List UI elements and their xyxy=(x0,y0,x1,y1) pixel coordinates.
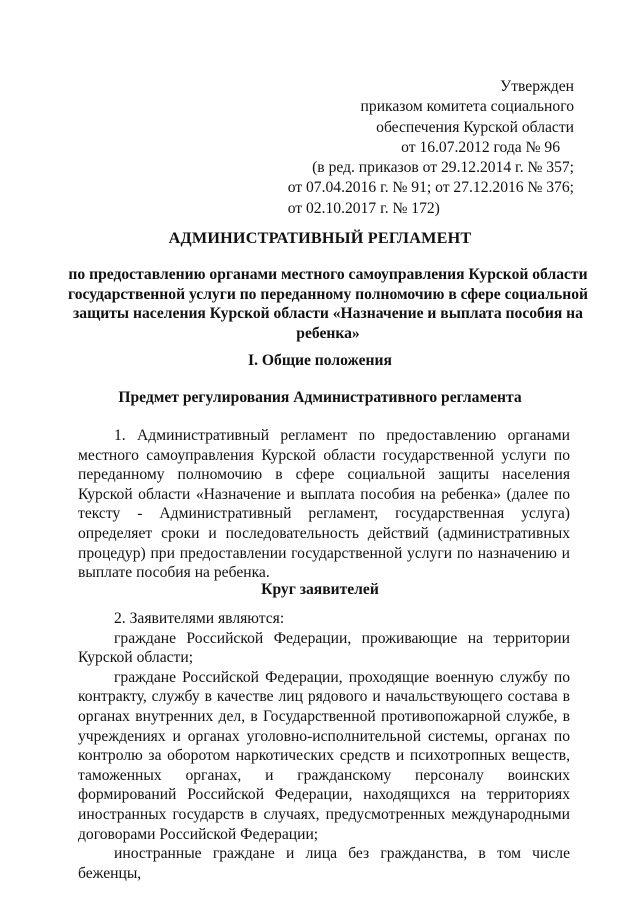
paragraph-2-item: иностранные граждане и лица без гражданства, в том числе беженцы, xyxy=(78,845,570,882)
paragraph-2-item: граждане Российской Федерации, проживающие на территории Курской области; xyxy=(78,629,570,667)
paragraph-1: 1. Административный регламент по предоставлению органами местного самоуправления Курской области государственной услуги по переданному полномочию в сфере социальной защиты населения Курской области «Назначение и выплата пособия на ребенка» (далее по тексту - Административный регламент, государственная услуга) определяет сроки и последовательность действий (административных процедур) при предоставлении государственной услуги по назначению и выплате пособия на ребенка. xyxy=(78,427,570,582)
approval-line: приказом комитета социального xyxy=(360,98,574,116)
approval-line: от 07.04.2016 г. № 91; от 27.12.2016 № 376; xyxy=(287,179,574,197)
paragraph-2-intro: 2. Заявителями являются: xyxy=(114,610,285,627)
paragraph-2 xyxy=(78,609,570,883)
approval-line: (в ред. приказов от 29.12.2014 г. № 357; xyxy=(312,159,574,177)
section-heading: I. Общие положения xyxy=(248,352,392,369)
approval-line: от 02.10.2017 г. № 172) xyxy=(287,199,440,217)
approval-block xyxy=(288,77,574,219)
document-subtitle: по предоставлению органами местного самоуправления Курской области государственной услуги по переданному полномочию в сфере социальной защиты населения Курской области «Назначение и выплата пособия на ребенка» xyxy=(68,266,588,342)
approval-line: обеспечения Курской области xyxy=(376,118,574,136)
subsection-heading: Предмет регулирования Административного регламента xyxy=(118,389,522,406)
approval-line: Утвержден xyxy=(500,78,574,95)
paragraph-2-item: граждане Российской Федерации, проходящие военную службу по контракту, службу в качестве лиц рядового и начальствующего состава в органах внутренних дел, в Государственной противопожарной службе, в учреждениях и органах уголовно-исполнительной системы, органах по контролю за оборотом наркотических средств и психотропных веществ, таможенных органах, и гражданскому персоналу воинских формирований Российской Федерации, находящихся на территориях иностранных государств в случаях, предусмотренных международными договорами Российской Федерации; xyxy=(78,668,570,843)
applicants-heading: Круг заявителей xyxy=(261,581,379,598)
document-title: АДМИНИСТРАТИВНЫЙ РЕГЛАМЕНТ xyxy=(168,229,472,247)
approval-line: от 16.07.2012 года № 96 xyxy=(401,138,560,156)
